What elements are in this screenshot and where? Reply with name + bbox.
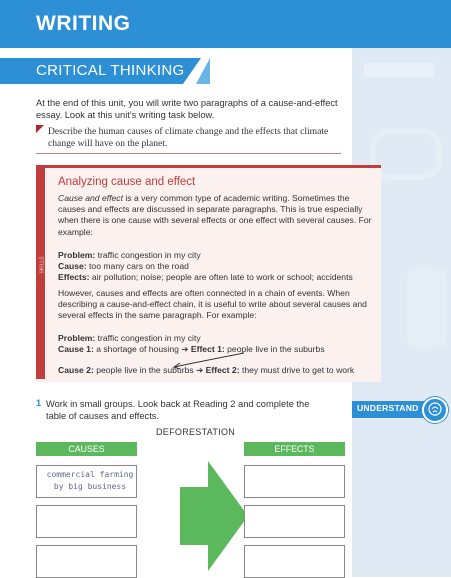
causes-to-effects-arrow-icon [180,455,250,577]
skills-paragraph-2: However, causes and effects are often connected in a chain of events. When describing a cause-and-effect chain, it is useful to write about several causes and several effects in the same paragraph. For example: [58,288,367,321]
arrow-icon: ➔ [181,344,189,354]
example-2-problem: Problem: traffic congestion in my city [58,333,201,343]
effect-cell[interactable] [244,545,345,578]
example-1-problem: Problem: traffic congestion in my city [58,250,201,260]
understand-label: UNDERSTAND [357,403,419,413]
writing-task: Describe the human causes of climate change and the effects that climate change will have on the planet. [48,126,329,149]
table-title: DEFORESTATION [156,427,236,437]
example-2-cause-2: Cause 2: people live in the suburbs ➔ Effect 2: they must drive to get to work [58,365,355,375]
skills-sidebar [36,168,45,379]
question-number: 1 [36,398,42,408]
divider [36,153,341,154]
cause-cell-text: commercial farming by big business [46,470,134,491]
causes-header: CAUSES [36,442,137,456]
effect-cell[interactable] [244,465,345,498]
example-1-effects: Effects: air pollution; noise; people are often late to work or school; accidents [58,272,353,282]
task-marker-icon [36,125,44,133]
effects-header: EFFECTS [244,442,345,456]
effect-cell[interactable] [244,505,345,538]
arrow-icon: ➔ [196,365,204,375]
example-2-cause-1: Cause 1: a shortage of housing ➔ Effect 1: people live in the suburbs [58,344,325,354]
example-1-cause: Cause: too many cars on the road [58,261,189,271]
cause-cell[interactable] [36,505,137,538]
page-title: WRITING [36,12,131,35]
skills-tag: SKILLS [39,256,46,274]
brain-icon [422,397,448,423]
skills-paragraph-1: Cause and effect is a very common type of academic writing. Sometimes the causes and effects are discussed in separate paragraphs. This is true especially when there is one cause with several effects or one effect with several causes. For example: [58,193,372,237]
intro-text: At the end of this unit, you will write two paragraphs of a cause-and-effect essay. Look at this unit's writing task below. [36,98,338,120]
skills-title: Analyzing cause and effect [58,176,196,188]
section-title: CRITICAL THINKING [36,62,185,79]
question-text: Work in small groups. Look back at Reading 2 and complete the table of causes and effects. [46,399,310,421]
cause-cell[interactable] [36,545,137,578]
